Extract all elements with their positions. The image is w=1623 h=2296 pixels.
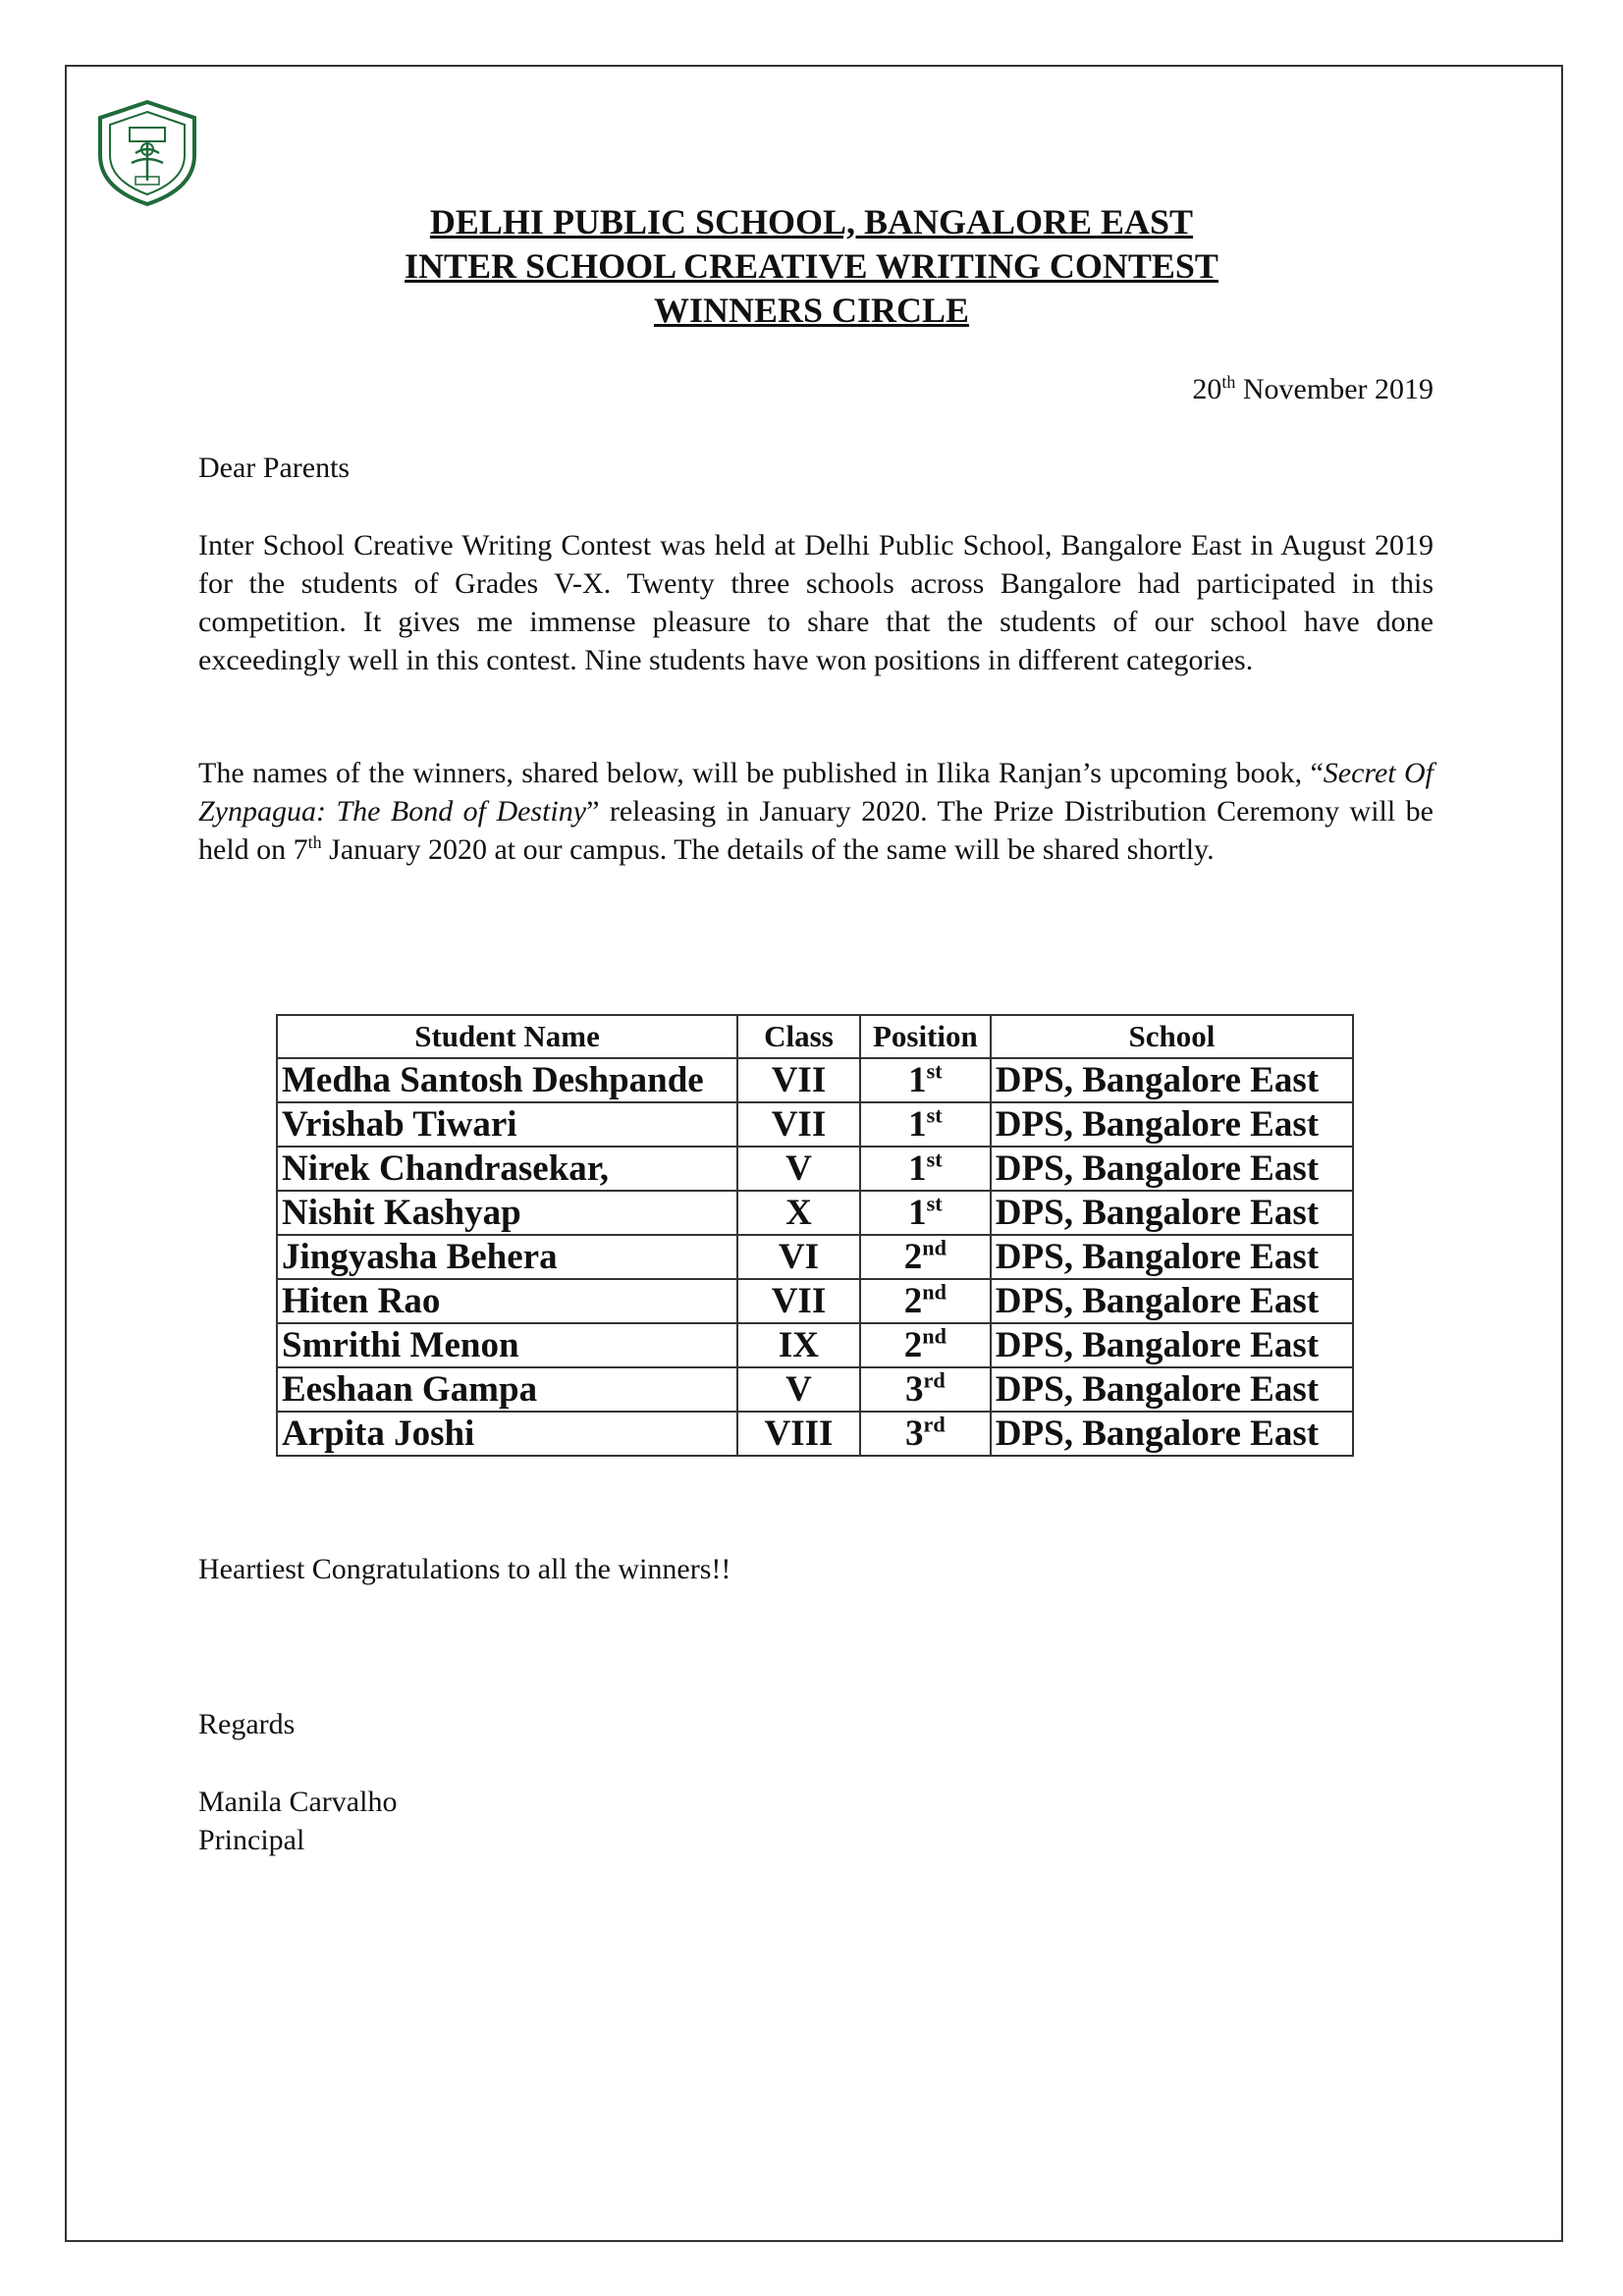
signature-block [198,1783,397,1859]
position-cell: 3rd [860,1367,991,1412]
position-cell: 1st [860,1102,991,1147]
school-cell: DPS, Bangalore East [991,1323,1353,1367]
position-cell: 1st [860,1058,991,1102]
student-name-cell: Hiten Rao [277,1279,737,1323]
school-crest-icon [92,98,202,208]
school-cell: DPS, Bangalore East [991,1367,1353,1412]
position-cell: 2nd [860,1279,991,1323]
class-cell: VII [737,1058,860,1102]
student-name-cell: Eeshaan Gampa [277,1367,737,1412]
class-cell: VI [737,1235,860,1279]
table-row [277,1367,1353,1412]
class-cell: IX [737,1323,860,1367]
table-row [277,1323,1353,1367]
school-cell: DPS, Bangalore East [991,1058,1353,1102]
school-cell: DPS, Bangalore East [991,1279,1353,1323]
book-paragraph: The names of the winners, shared below, will be published in Ilika Ranjan’s upcoming book, “Secret Of Zynpagua: The Bond of Destiny” releasing in January 2020. The Prize Distribution Ceremony will be held on 7th January 2020 at our campus. The details of the same will be shared shortly. [198,757,1434,866]
winners-circle-heading: WINNERS CIRCLE [653,291,970,330]
student-name-cell: Arpita Joshi [277,1412,737,1456]
student-name-cell: Jingyasha Behera [277,1235,737,1279]
table-row [277,1279,1353,1323]
school-cell: DPS, Bangalore East [991,1102,1353,1147]
student-name-cell: Nirek Chandrasekar, [277,1147,737,1191]
class-cell: VII [737,1279,860,1323]
table-row [277,1102,1353,1147]
table-row [277,1235,1353,1279]
school-cell: DPS, Bangalore East [991,1412,1353,1456]
class-cell: X [737,1191,860,1235]
student-name-cell: Nishit Kashyap [277,1191,737,1235]
book-title: Secret Of Zynpagua: The Bond of Destiny [198,757,1434,828]
school-cell: DPS, Bangalore East [991,1191,1353,1235]
position-cell: 1st [860,1147,991,1191]
principal-title: Principal [198,1824,305,1856]
column-header-student-name: Student Name [277,1015,737,1058]
table-header-row [277,1015,1353,1058]
class-cell: VIII [737,1412,860,1456]
school-cell: DPS, Bangalore East [991,1235,1353,1279]
intro-paragraph: Inter School Creative Writing Contest was held at Delhi Public School, Bangalore East in August 2019 for the students of Grades V-X. Twenty three schools across Bangalore had participated in this competition. It gives me immense pleasure to share that the students of our school have done exceedingly well in this contest. Nine students have won positions in different categories. [198,529,1434,676]
table-row [277,1412,1353,1456]
student-name-cell: Medha Santosh Deshpande [277,1058,737,1102]
position-cell: 2nd [860,1235,991,1279]
position-cell: 2nd [860,1323,991,1367]
class-cell: VII [737,1102,860,1147]
table-row [277,1058,1353,1102]
school-name-heading: DELHI PUBLIC SCHOOL, BANGALORE EAST [429,202,1194,241]
student-name-cell: Smrithi Menon [277,1323,737,1367]
column-header-school: School [991,1015,1353,1058]
salutation: Dear Parents [198,452,351,484]
class-cell: V [737,1147,860,1191]
principal-name: Manila Carvalho [198,1786,398,1818]
position-cell: 3rd [860,1412,991,1456]
congratulations-line: Heartiest Congratulations to all the winners!! [198,1553,731,1585]
column-header-position: Position [860,1015,991,1058]
winners-table [276,1014,1354,1457]
position-cell: 1st [860,1191,991,1235]
student-name-cell: Vrishab Tiwari [277,1102,737,1147]
table-row [277,1191,1353,1235]
regards: Regards [198,1708,296,1740]
contest-heading: INTER SCHOOL CREATIVE WRITING CONTEST [405,246,1218,286]
table-row [277,1147,1353,1191]
column-header-class: Class [737,1015,860,1058]
school-cell: DPS, Bangalore East [991,1147,1353,1191]
letter-date: 20th November 2019 [1192,372,1434,405]
class-cell: V [737,1367,860,1412]
